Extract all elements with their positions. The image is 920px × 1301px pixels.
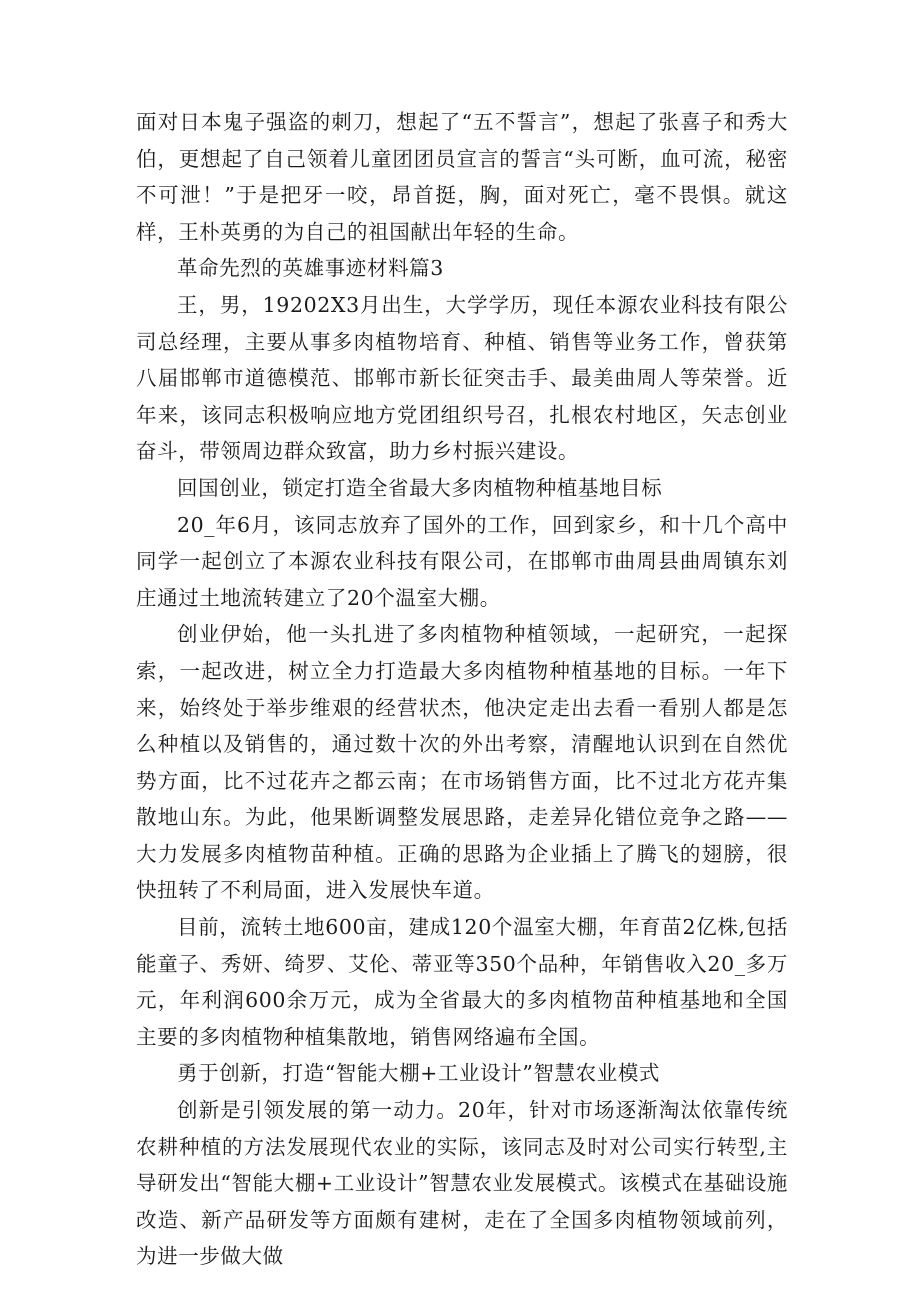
body-paragraph: 王，男，19202X3月出生，大学学历，现任本源农业科技有限公司总经理，主要从事多肉植物培育、种植、销售等业务工作，曾获第八届邯郸市道德模范、邯郸市新长征突击手、最美曲周人等荣誉。近年来，该同志积极响应地方党团组织号召，扎根农村地区，矢志创业奋斗，带领周边群众致富，助力乡村振兴建设。 — [136, 292, 788, 464]
body-paragraph: 面对日本鬼子强盗的刺刀，想起了“五不誓言”，想起了张喜子和秀大伯，更想起了自己领着儿童团团员宣言的誓言“头可断，血可流，秘密不可泄！”于是把牙一咬，昂首挺，胸，面对死亡，毫不畏惧。就这样，王朴英勇的为自己的祖国献出年轻的生命。 — [136, 110, 788, 244]
body-paragraph: 目前，流转土地600亩，建成120个温室大棚，年育苗2亿株,包括能童子、秀妍、绮罗、艾伦、蒂亚等350个品种，年销售收入20_多万元，年利润600余万元，成为全省最大的多肉植物苗种植基地和全国主要的多肉植物种植集散地，销售网络遍布全国。 — [136, 915, 788, 1049]
body-paragraph: 20_年6月，该同志放弃了国外的工作，回到家乡，和十几个高中同学一起创立了本源农业科技有限公司，在邯郸市曲周县曲周镇东刘庄通过土地流转建立了20个温室大棚。 — [136, 512, 788, 610]
subsection-heading: 回国创业，锁定打造全省最大多肉植物种植基地目标 — [177, 475, 663, 500]
body-paragraph: 创业伊始，他一头扎进了多肉植物种植领域，一起研究，一起探索，一起改进，树立全力打造最大多肉植物种植基地的目标。一年下来，始终处于举步维艰的经营状杰，他决定走出去看一看别人都是怎么种植以及销售的，通过数十次的外出考察，清醒地认识到在自然优势方面，比不过花卉之都云南；在市场销售方面，比不过北方花卉集散地山东。为此，他果断调整发展思路，走差异化错位竞争之路——大力发展多肉植物苗种植。正确的思路为企业插上了腾飞的翅膀，很快扭转了不利局面，进入发展快车道。 — [136, 622, 788, 903]
subsection-heading: 勇于创新，打造“智能大棚+工业设计”智慧农业模式 — [177, 1061, 661, 1086]
section-heading: 革命先烈的英雄事迹材料篇3 — [177, 256, 444, 281]
body-paragraph: 创新是引领发展的第一动力。20年，针对市场逐渐淘汰依靠传统农耕种植的方法发展现代农业的实际，该同志及时对公司实行转型,主导研发出“智能大棚+工业设计”智慧农业发展模式。该模式在基础设施改造、新产品研发等方面颇有建树，走在了全国多肉植物领域前列，为进一步做大做 — [136, 1098, 788, 1269]
document-page — [136, 104, 788, 1275]
